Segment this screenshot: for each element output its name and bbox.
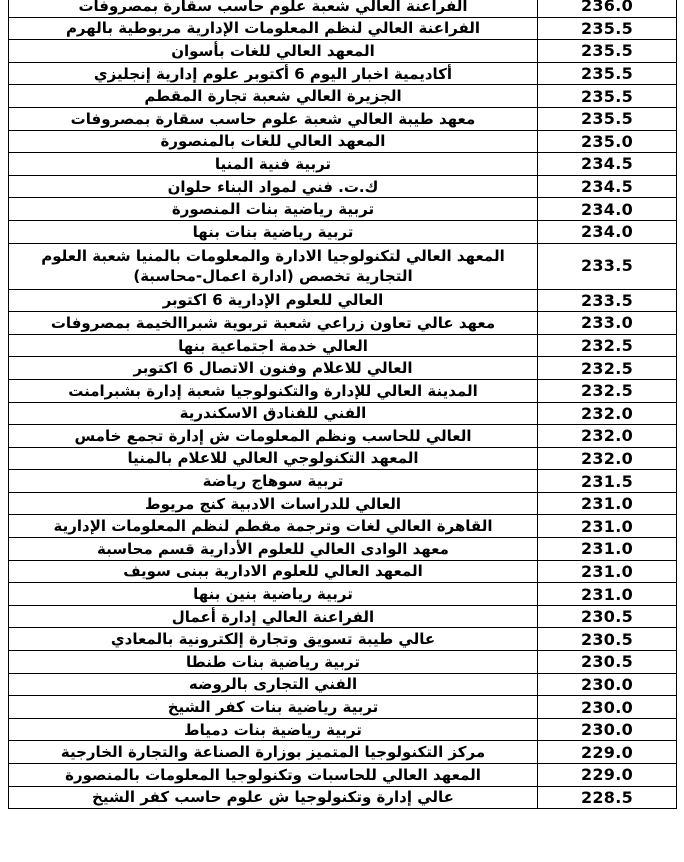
institute-name-cell: الفراعنة العالي شعبة علوم حاسب سقارة بمصروفات (9, 0, 538, 17)
score-cell: 230.5 (538, 628, 677, 651)
table-row (9, 107, 677, 130)
score-cell: 230.0 (538, 718, 677, 741)
table-row (9, 447, 677, 470)
table-row (9, 470, 677, 493)
table-row (9, 130, 677, 153)
institute-name-cell: معهد عالي تعاون زراعي شعبة تربوية شبراالخيمة بمصروفات (9, 312, 538, 335)
table-row (9, 673, 677, 696)
institute-name-cell: الفني للفنادق الاسكندرية (9, 402, 538, 425)
institute-name-cell: مركز التكنولوجيا المتميز بوزارة الصناعة والتجارة الخارجية (9, 741, 538, 764)
institute-name-cell: تربية رياضية بنات طنطا (9, 651, 538, 674)
institute-name-cell: عالي إدارة وتكنولوجيا ش علوم حاسب كفر الشيخ (9, 786, 538, 809)
institute-name-cell: العالي خدمة اجتماعية بنها (9, 334, 538, 357)
institute-name-cell: الفراعنة العالي إدارة أعمال (9, 605, 538, 628)
table-row (9, 492, 677, 515)
institute-name-cell: الجزيرة العالي شعبة تجارة المقطم (9, 85, 538, 108)
table-row (9, 628, 677, 651)
institute-name-cell: تربية رياضية بنين بنها (9, 583, 538, 606)
score-cell: 235.5 (538, 62, 677, 85)
results-table (8, 0, 677, 809)
institute-name-cell: أكاديمية اخبار اليوم 6 أكتوبر علوم إدارية إنجليزي (9, 62, 538, 85)
score-cell: 232.0 (538, 447, 677, 470)
table-row (9, 605, 677, 628)
table-row (9, 243, 677, 289)
table-row (9, 515, 677, 538)
table-row (9, 289, 677, 312)
institute-name-cell: الفني التجارى بالروضه (9, 673, 538, 696)
institute-name-cell: تربية سوهاج رياضة (9, 470, 538, 493)
table-row (9, 85, 677, 108)
institute-name-cell: العالي للاعلام وفنون الاتصال 6 اكتوبر (9, 357, 538, 380)
score-cell: 236.0 (538, 0, 677, 17)
table-row (9, 334, 677, 357)
institute-name-cell: تربية رياضية بنات بنها (9, 220, 538, 243)
institute-name-cell: المعهد العالي لتكنولوجيا الادارة والمعلومات بالمنيا شعبة العلوم التجارية تخصص (ادارة اعمال-محاسبة) (9, 243, 538, 289)
table-row (9, 764, 677, 787)
institute-name-cell: تربية رياضية بنات دمياط (9, 718, 538, 741)
score-cell: 232.0 (538, 402, 677, 425)
table-row (9, 357, 677, 380)
score-cell: 233.5 (538, 289, 677, 312)
table-row (9, 696, 677, 719)
score-cell: 231.5 (538, 470, 677, 493)
results-table-body (9, 0, 677, 809)
institute-name-cell: المعهد العالي للغات بأسوان (9, 40, 538, 63)
institute-name-cell: المعهد التكنولوجي العالي للاعلام بالمنيا (9, 447, 538, 470)
score-cell: 232.5 (538, 357, 677, 380)
table-row (9, 62, 677, 85)
table-row (9, 220, 677, 243)
score-cell: 232.5 (538, 334, 677, 357)
score-cell: 230.0 (538, 696, 677, 719)
institute-name-cell: العالي للحاسب ونظم المعلومات ش إدارة تجمع خامس (9, 425, 538, 448)
score-cell: 234.5 (538, 153, 677, 176)
institute-name-cell: المدينة العالي للإدارة والتكنولوجيا شعبة إدارة بشبرامنت (9, 379, 538, 402)
score-cell: 231.0 (538, 583, 677, 606)
table-row (9, 175, 677, 198)
institute-name-cell: المعهد العالي للغات بالمنصورة (9, 130, 538, 153)
score-cell: 234.0 (538, 198, 677, 221)
score-cell: 235.5 (538, 107, 677, 130)
score-cell: 231.0 (538, 538, 677, 561)
table-row (9, 560, 677, 583)
score-cell: 229.0 (538, 764, 677, 787)
institute-name-cell: العالي للعلوم الإدارية 6 اكتوبر (9, 289, 538, 312)
score-cell: 229.0 (538, 741, 677, 764)
score-cell: 235.0 (538, 130, 677, 153)
score-cell: 234.0 (538, 220, 677, 243)
score-cell: 231.0 (538, 560, 677, 583)
score-cell: 230.0 (538, 673, 677, 696)
table-row (9, 741, 677, 764)
score-cell: 228.5 (538, 786, 677, 809)
table-row (9, 17, 677, 40)
score-cell: 233.0 (538, 312, 677, 335)
institute-name-cell: عالي طيبة تسويق وتجارة إلكترونية بالمعادي (9, 628, 538, 651)
table-row (9, 379, 677, 402)
score-cell: 230.5 (538, 605, 677, 628)
table-row (9, 425, 677, 448)
table-row (9, 153, 677, 176)
table-row (9, 538, 677, 561)
score-cell: 231.0 (538, 492, 677, 515)
institute-name-cell: الفراعنة العالي لنظم المعلومات الإدارية مربوطية بالهرم (9, 17, 538, 40)
score-cell: 234.5 (538, 175, 677, 198)
institute-name-cell: ك.ت. فني لمواد البناء حلوان (9, 175, 538, 198)
table-row (9, 651, 677, 674)
institute-name-cell: العالي للدراسات الادبية كنج مريوط (9, 492, 538, 515)
score-cell: 230.5 (538, 651, 677, 674)
institute-name-cell: تربية رياضية بنات كفر الشيخ (9, 696, 538, 719)
institute-name-cell: المعهد العالي للحاسبات وتكنولوجيا المعلومات بالمنصورة (9, 764, 538, 787)
table-row (9, 402, 677, 425)
score-cell: 232.5 (538, 379, 677, 402)
table-row (9, 312, 677, 335)
institute-name-cell: معهد الوادى العالي للعلوم الأدارية قسم محاسبة (9, 538, 538, 561)
table-row (9, 583, 677, 606)
score-cell: 235.5 (538, 85, 677, 108)
table-row (9, 786, 677, 809)
score-cell: 231.0 (538, 515, 677, 538)
institute-name-cell: تربية فنية المنيا (9, 153, 538, 176)
table-row (9, 0, 677, 17)
score-cell: 233.5 (538, 243, 677, 289)
score-cell: 235.5 (538, 40, 677, 63)
table-row (9, 198, 677, 221)
institute-name-cell: المعهد العالي للعلوم الادارية ببنى سويف (9, 560, 538, 583)
score-cell: 232.0 (538, 425, 677, 448)
institute-name-cell: القاهرة العالي لغات وترجمة مقطم لنظم المعلومات الإدارية (9, 515, 538, 538)
institute-name-cell: معهد طيبة العالي شعبة علوم حاسب سقارة بمصروفات (9, 107, 538, 130)
table-row (9, 40, 677, 63)
table-row (9, 718, 677, 741)
score-cell: 235.5 (538, 17, 677, 40)
institute-name-cell: تربية رياضية بنات المنصورة (9, 198, 538, 221)
